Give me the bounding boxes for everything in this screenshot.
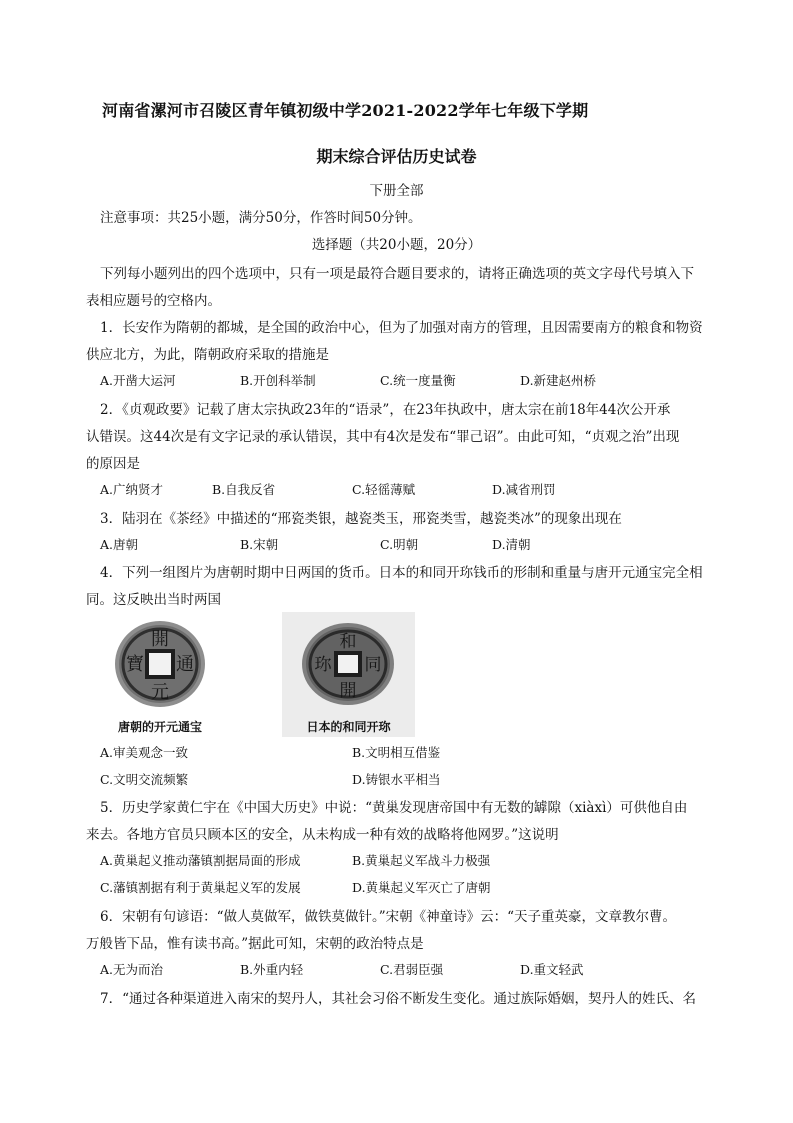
option-a: A.黄巢起义推动藩镇割据局面的形成 [100, 853, 301, 868]
kaiyuan-coin-image [100, 612, 220, 737]
option-a: A.唐朝 [100, 537, 139, 552]
option-a: A.广纳贤才 [100, 482, 164, 497]
exam-notice: 注意事项：共25小题，满分50分，作答时间50分钟。 [100, 210, 422, 226]
option-d: D.黄巢起义军灭亡了唐朝 [352, 880, 491, 895]
question-4-text: 4．下列一组图片为唐朝时期中日两国的货币。日本的和同开珎钱币的形制和重量与唐开元通宝完全相 [100, 565, 703, 581]
option-a: A.无为而治 [100, 962, 164, 977]
option-d: D.减省刑罚 [492, 482, 556, 497]
coin-char-left: 寶 [126, 654, 144, 675]
coin-char-right: 同 [364, 655, 382, 675]
question-2-text: 认错误。这44次是有文字记录的承认错误，其中有4次是发布“罪己诏”。由此可知，“贞观之治”出现 [86, 429, 680, 445]
question-7-text: 7．“通过各种渠道进入南宋的契丹人，其社会习俗不断发生变化。通过族际婚姻，契丹人的姓氏、名 [100, 991, 696, 1007]
section-title: 选择题（共20小题，20分） [311, 237, 482, 253]
question-1-text: 1．长安作为隋朝的都城，是全国的政治中心，但为了加强对南方的管理，且因需要南方的粮食和物资 [100, 320, 703, 336]
wadou-coin-image [282, 612, 415, 737]
option-c: C.藩镇割据有利于黄巢起义军的发展 [100, 880, 301, 895]
coin-figure [100, 612, 415, 737]
option-c: C.君弱臣强 [380, 962, 444, 977]
instructions-line: 下列每小题列出的四个选项中，只有一项是最符合题目要求的，请将正确选项的英文字母代号填入下 [100, 266, 694, 282]
option-b: B.黄巢起义军战斗力极强 [352, 853, 491, 868]
question-4-text: 同。这反映出当时两国 [86, 592, 221, 608]
kaiyuan-coin-icon [100, 612, 220, 712]
option-d: D.清朝 [492, 537, 531, 552]
option-b: B.文明相互借鉴 [352, 745, 441, 760]
option-d: D.重文轻武 [520, 962, 584, 977]
option-b: B.自我反省 [212, 482, 276, 497]
option-c: C.明朝 [380, 537, 419, 552]
wadou-coin-icon [282, 612, 415, 712]
option-c: C.统一度量衡 [380, 373, 456, 388]
question-3-text: 3．陆羽在《茶经》中描述的“邢瓷类银，越瓷类玉，邢瓷类雪，越瓷类冰”的现象出现在 [100, 511, 622, 527]
option-d: D.铸银水平相当 [352, 772, 441, 787]
exam-title-line2: 期末综合评估历史试卷 [316, 147, 477, 166]
option-d: D.新建赵州桥 [520, 373, 597, 388]
option-c: C.轻徭薄赋 [352, 482, 416, 497]
question-1-text: 供应北方，为此，隋朝政府采取的措施是 [86, 347, 329, 363]
coin-char-top: 和 [339, 632, 357, 652]
exam-scope: 下册全部 [369, 183, 424, 199]
question-6-text: 6．宋朝有句谚语：“做人莫做军，做铁莫做针。”宋朝《神童诗》云：“天子重英豪，文章教尔曹。 [100, 909, 677, 925]
wadou-coin-caption: 日本的和同开珎 [306, 720, 391, 734]
question-2-text: 的原因是 [86, 456, 140, 472]
kaiyuan-coin-caption: 唐朝的开元通宝 [117, 720, 202, 734]
option-a: A.审美观念一致 [100, 745, 189, 760]
option-c: C.文明交流频繁 [100, 772, 189, 787]
question-5-text: 5．历史学家黄仁宇在《中国大历史》中说：“黄巢发现唐帝国中有无数的罅隙（xiàxì）可供他自由 [100, 800, 688, 816]
exam-title-line1: 河南省漯河市召陵区青年镇初级中学2021-2022学年七年级下学期 [102, 101, 589, 120]
coin-char-right: 通 [176, 654, 194, 675]
option-a: A.开凿大运河 [100, 373, 176, 388]
coin-char-bottom: 開 [339, 681, 357, 701]
coin-char-left: 珎 [314, 655, 332, 675]
option-b: B.宋朝 [240, 537, 279, 552]
question-2-text: 2．《贞观政要》记载了唐太宗执政23年的“语录”，在23年执政中，唐太宗在前18年44次公开承 [100, 402, 671, 418]
option-b: B.开创科举制 [240, 373, 316, 388]
coin-char-top: 開 [151, 629, 169, 650]
question-6-text: 万般皆下品，惟有读书高。”据此可知，宋朝的政治特点是 [86, 936, 424, 952]
coin-char-bottom: 元 [151, 682, 169, 703]
question-5-text: 来去。各地方官员只顾本区的安全，从未构成一种有效的战略将他网罗。”这说明 [86, 827, 559, 843]
instructions-line: 表相应题号的空格内。 [86, 293, 221, 309]
option-b: B.外重内轻 [240, 962, 304, 977]
